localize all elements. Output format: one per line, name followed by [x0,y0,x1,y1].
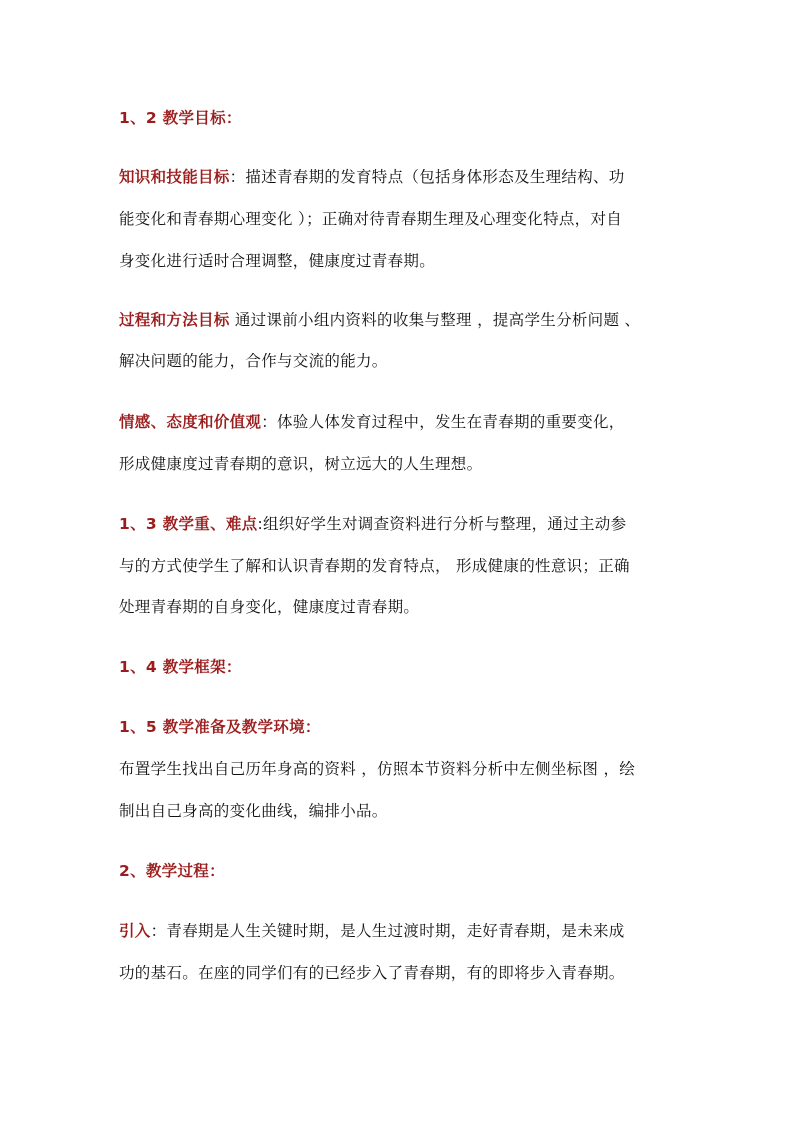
intro-text: ：青春期是人生关键时期，是人生过渡时期，走好青春期，是未来成 [150,922,625,940]
emotion-goal-text: ：体验人体发育过程中，发生在青春期的重要变化， [261,413,625,431]
process-goal-label: 过程和方法目标 [119,311,230,329]
key-points-text: :组织好学生对调查资料进行分析与整理，通过主动参 [257,515,627,533]
knowledge-goal-line-2: 能变化和青春期心理变化 ）；正确对待青春期生理及心理变化特点，对自 [119,210,623,228]
heading-teaching-preparation: 1、5 教学准备及教学环境： [119,718,321,736]
process-goal-line-2: 解决问题的能力，合作与交流的能力。 [119,352,388,370]
key-points-line-2: 与的方式使学生了解和认识青春期的发育特点， 形成健康的性意识；正确 [119,557,630,575]
intro-label: 引入 [119,922,151,940]
emotion-goal-line-1 [119,412,625,432]
knowledge-goal-line-3: 身变化进行适时合理调整，健康度过青春期。 [119,252,436,270]
intro-line-1 [119,921,625,941]
key-points-line-1 [119,514,626,534]
knowledge-goal-label: 知识和技能目标 [119,168,230,186]
heading-teaching-goals: 1、2 教学目标： [119,109,242,127]
knowledge-goal-text: ：描述青春期的发育特点（包括身体形态及生理结构、功 [229,168,625,186]
heading-teaching-process: 2、教学过程： [119,862,225,880]
intro-line-2: 功的基石。在座的同学们有的已经步入了青春期，有的即将步入青春期。 [119,964,625,982]
process-goal-text: 通过课前小组内资料的收集与整理 ，提高学生分析问题 、 [229,311,641,329]
key-points-label: 1、3 教学重、难点 [119,515,258,533]
emotion-goal-line-2: 形成健康度过青春期的意识，树立远大的人生理想。 [119,455,483,473]
key-points-line-3: 处理青春期的自身变化，健康度过青春期。 [119,598,420,616]
knowledge-goal-line-1 [119,167,625,187]
heading-teaching-framework: 1、4 教学框架： [119,658,242,676]
emotion-goal-label: 情感、态度和价值观 [119,413,262,431]
preparation-line-2: 制出自己身高的变化曲线，编排小品。 [119,802,388,820]
preparation-line-1: 布置学生找出自己历年身高的资料 ，仿照本节资料分析中左侧坐标图 ，绘 [119,760,636,778]
process-goal-line-1 [119,310,640,330]
